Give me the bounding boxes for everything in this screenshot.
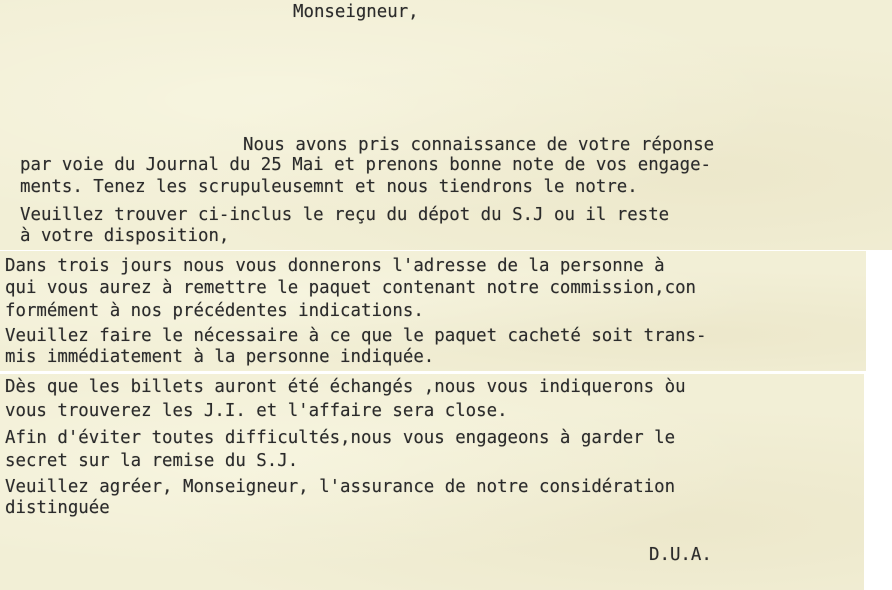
paragraph-2-line: qui vous aurez à remettre le paquet contenant notre commission,con: [5, 278, 697, 298]
paragraph-2-line: mis immédiatement à la personne indiquée.: [5, 347, 435, 367]
signature: D.U.A.: [649, 545, 712, 565]
paragraph-3-line: distinguée: [5, 498, 110, 518]
paragraph-2-line: Veuillez faire le nécessaire à ce que le paquet cacheté soit trans-: [5, 326, 707, 346]
paragraph-2-line: formément à nos précédentes indications.: [5, 301, 424, 321]
paragraph-1-line: Nous avons pris connaissance de votre réponse: [243, 135, 715, 155]
paragraph-3-line: Afin d'éviter toutes difficultés,nous vous engageons à garder le: [5, 428, 676, 448]
paragraph-3-line: Dès que les billets auront été échangés ,nous vous indiquerons òu: [5, 377, 686, 397]
paragraph-3-line: vous trouverez les J.I. et l'affaire sera close.: [5, 401, 508, 421]
paragraph-1-line: à votre disposition,: [20, 226, 230, 246]
paragraph-3-line: Veuillez agréer, Monseigneur, l'assurance de notre considération: [5, 477, 676, 497]
paragraph-3-line: secret sur la remise du S.J.: [5, 451, 299, 471]
paragraph-1-line: ments. Tenez les scrupuleusemnt et nous tiendrons le notre.: [20, 177, 638, 197]
paragraph-1-line: par voie du Journal du 25 Mai et prenons bonne note de vos engage-: [20, 155, 712, 175]
salutation: Monseigneur,: [293, 2, 419, 22]
paragraph-2-line: Dans trois jours nous vous donnerons l'adresse de la personne à: [5, 256, 665, 276]
paragraph-1-line: Veuillez trouver ci-inclus le reçu du dépot du S.J ou il reste: [20, 205, 670, 225]
